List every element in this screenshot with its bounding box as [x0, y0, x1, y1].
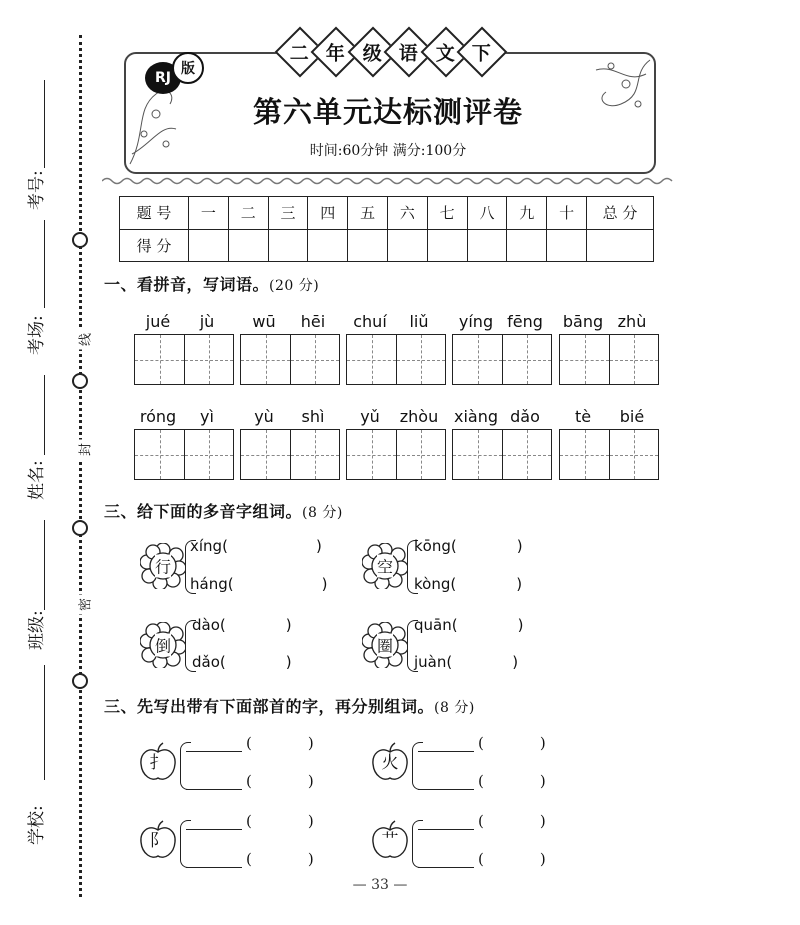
pinyin-syllable: zhòu — [399, 407, 439, 426]
pinyin-syllable: liǔ — [409, 312, 429, 331]
grade-subject-title — [282, 30, 500, 70]
pinyin-syllable: xiàng — [453, 407, 498, 426]
section-2-points: (8 分) — [302, 505, 343, 521]
class-line[interactable] — [44, 520, 45, 610]
table-cell: 二 — [228, 197, 268, 230]
section-3-heading — [104, 694, 475, 717]
section-3-title: 三、先写出带有下面部首的字，再分别组词。 — [104, 697, 435, 716]
edition-badge: 版 — [172, 52, 204, 84]
score-cell[interactable] — [189, 229, 229, 262]
binding-circle-2 — [72, 373, 88, 389]
binding-circle-1 — [72, 232, 88, 248]
pinyin-syllable: fēng — [507, 312, 543, 331]
radical-char: 火 — [381, 753, 399, 773]
table-cell: 四 — [308, 197, 348, 230]
exam-room-label: 考场: — [27, 315, 47, 355]
score-cell[interactable] — [507, 229, 547, 262]
name-label: 姓名: — [27, 460, 47, 500]
wavy-divider — [102, 176, 674, 186]
section-1-heading — [104, 272, 319, 295]
binding-dotted-line — [79, 35, 82, 897]
reading-answer[interactable]: juàn( ) — [414, 653, 519, 671]
score-cell[interactable] — [348, 229, 388, 262]
pinyin-syllable: yíng — [458, 312, 494, 331]
score-table-header-row — [120, 197, 654, 230]
binding-circle-3 — [72, 520, 88, 536]
time-and-score: 时间:60分钟 满分:100分 — [309, 143, 467, 159]
binding-circle-4 — [72, 673, 88, 689]
radical-char: 阝 — [149, 831, 167, 851]
pinyin-syllable: bāng — [562, 312, 604, 331]
pinyin-syllable: shì — [301, 407, 325, 426]
tian-grid[interactable] — [240, 429, 340, 480]
score-cell[interactable] — [547, 229, 587, 262]
section-1-title: 一、看拼音，写词语。 — [104, 275, 270, 294]
reading-answer[interactable]: quān( ) — [414, 616, 524, 634]
exam-number-line[interactable] — [44, 80, 45, 168]
title-char: 文 — [420, 27, 471, 78]
rj-edition-badge: RJ — [145, 62, 181, 94]
apple-radical-badge — [370, 820, 410, 860]
reading-answer[interactable]: dào( ) — [192, 616, 292, 634]
title-char: 下 — [456, 27, 507, 78]
page-title: 第六单元达标测评卷 — [252, 95, 523, 129]
exam-number-label: 考号: — [27, 170, 47, 210]
pinyin-syllable: yǔ — [360, 407, 380, 426]
score-cell[interactable] — [467, 229, 507, 262]
radical-char: 扌 — [149, 753, 167, 773]
score-cell[interactable] — [268, 229, 308, 262]
pinyin-syllable: zhù — [617, 312, 647, 331]
table-cell: 三 — [268, 197, 308, 230]
pinyin-syllable: dǎo — [510, 407, 540, 426]
page-number: — 33 — — [352, 877, 408, 893]
polyphone-char: 倒 — [155, 634, 171, 657]
pinyin-syllable: jué — [145, 312, 171, 331]
tian-grid[interactable] — [240, 334, 340, 385]
section-2-heading — [104, 499, 343, 522]
pinyin-syllable: yì — [200, 407, 214, 426]
radical-char: 艹 — [381, 831, 399, 851]
table-cell: 七 — [427, 197, 467, 230]
polyphone-char: 空 — [377, 555, 393, 578]
radical-answer-row[interactable]: ( ) — [186, 772, 314, 786]
section-1-points: (20 分) — [269, 278, 320, 294]
radical-answer-row[interactable]: ( ) — [418, 812, 546, 826]
tian-grid[interactable] — [452, 429, 552, 480]
class-label: 班级: — [27, 610, 47, 650]
tian-grid[interactable] — [346, 429, 446, 480]
table-cell: 题 号 — [120, 197, 189, 230]
reading-answer[interactable]: kòng( ) — [414, 575, 523, 593]
score-cell[interactable] — [427, 229, 467, 262]
table-cell: 八 — [467, 197, 507, 230]
radical-answer-row[interactable]: ( ) — [418, 772, 546, 786]
reading-answer[interactable]: xíng( ) — [190, 537, 322, 555]
flower-char-badge — [362, 622, 408, 668]
table-cell: 一 — [189, 197, 229, 230]
score-table — [119, 196, 654, 262]
flower-char-badge — [140, 622, 186, 668]
pinyin-syllable: wū — [252, 312, 276, 331]
tian-grid[interactable] — [559, 429, 659, 480]
table-cell: 得 分 — [120, 229, 189, 262]
tian-grid[interactable] — [134, 334, 234, 385]
score-cell[interactable] — [587, 229, 654, 262]
pinyin-syllable: tè — [574, 407, 592, 426]
radical-answer-row[interactable]: ( ) — [186, 734, 314, 748]
side-word-feng: 封 — [75, 440, 94, 460]
section-3-points: (8 分) — [434, 700, 475, 716]
pinyin-syllable: bié — [619, 407, 645, 426]
side-word-xian: 线 — [75, 330, 94, 350]
tian-grid[interactable] — [452, 334, 552, 385]
table-cell: 总 分 — [587, 197, 654, 230]
pinyin-syllable: yù — [254, 407, 274, 426]
table-cell: 六 — [387, 197, 427, 230]
school-line[interactable] — [44, 665, 45, 780]
pinyin-syllable: chuí — [353, 312, 387, 331]
title-char: 年 — [311, 27, 362, 78]
exam-room-line[interactable] — [44, 220, 45, 308]
tian-grid[interactable] — [134, 429, 234, 480]
table-cell: 十 — [547, 197, 587, 230]
pinyin-syllable: hēi — [300, 312, 326, 331]
score-table-score-row — [120, 229, 654, 262]
flower-char-badge — [140, 543, 186, 589]
reading-answer[interactable]: háng( ) — [190, 575, 328, 593]
title-char: 二 — [275, 27, 326, 78]
radical-answer-row[interactable]: ( ) — [186, 850, 314, 864]
title-char: 语 — [384, 27, 435, 78]
table-cell: 五 — [348, 197, 388, 230]
tian-grid[interactable] — [346, 334, 446, 385]
table-cell: 九 — [507, 197, 547, 230]
school-label: 学校: — [27, 805, 47, 845]
title-char: 级 — [347, 27, 398, 78]
reading-answer[interactable]: kōng( ) — [414, 537, 523, 555]
apple-radical-badge — [370, 742, 410, 782]
pinyin-syllable: jù — [199, 312, 215, 331]
section-2-title: 三、给下面的多音字组词。 — [104, 502, 303, 521]
tian-grid[interactable] — [559, 334, 659, 385]
score-cell[interactable] — [387, 229, 427, 262]
apple-radical-badge — [138, 820, 178, 860]
radical-answer-row[interactable]: ( ) — [186, 812, 314, 826]
polyphone-char: 行 — [155, 555, 171, 578]
radical-answer-row[interactable]: ( ) — [418, 850, 546, 864]
score-cell[interactable] — [308, 229, 348, 262]
name-line[interactable] — [44, 375, 45, 455]
radical-answer-row[interactable]: ( ) — [418, 734, 546, 748]
apple-radical-badge — [138, 742, 178, 782]
flower-char-badge — [362, 543, 408, 589]
polyphone-char: 圈 — [377, 634, 393, 657]
reading-answer[interactable]: dǎo( ) — [192, 653, 292, 671]
pinyin-syllable: róng — [139, 407, 177, 426]
score-cell[interactable] — [228, 229, 268, 262]
side-word-mi: 密 — [75, 595, 94, 615]
